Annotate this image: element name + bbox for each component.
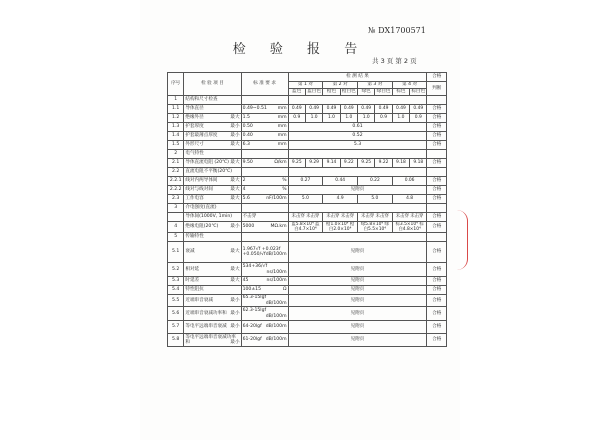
- header-pair-1: 第 1 对: [288, 82, 323, 89]
- inspection-table: [167, 72, 447, 347]
- row-value: 0.49: [392, 105, 409, 114]
- row-unit: dB/100m: [265, 313, 287, 319]
- row-value: 1.0: [358, 114, 375, 123]
- row-value: 0.27: [288, 177, 323, 186]
- row-judge: 合格: [427, 286, 447, 295]
- row-standard: 5000 MΩ.km: [241, 222, 288, 233]
- table-row: [168, 132, 447, 141]
- row-judge: 合格: [427, 222, 447, 233]
- row-item: 线对内两导体间 最大: [184, 177, 241, 186]
- row-value: 蓝5.8×10⁴ 蓝白4.7×10⁴: [288, 222, 323, 233]
- row-unit: %: [282, 178, 287, 184]
- row-value: 0.44: [323, 177, 358, 186]
- row-value: 0.49: [410, 105, 427, 114]
- row-judge: 合格: [427, 132, 447, 141]
- row-seq: 5: [168, 233, 184, 242]
- row-judge: 合格: [427, 242, 447, 263]
- row-judge: [427, 233, 447, 242]
- header-color: 棕白色: [411, 89, 426, 95]
- row-unit: %: [282, 187, 287, 193]
- row-qualifier: 最大: [230, 178, 240, 184]
- row-seq: 2.2.2: [168, 186, 184, 195]
- row-result: 见附页: [288, 321, 427, 334]
- row-seq: 2.3: [168, 195, 184, 204]
- table-row: [168, 213, 447, 222]
- row-seq: 1.3: [168, 123, 184, 132]
- row-judge: [427, 96, 447, 105]
- row-value: 9.25: [288, 159, 305, 168]
- table-row: [168, 195, 447, 204]
- table-row: [168, 105, 447, 114]
- row-result: 见附页: [288, 295, 427, 307]
- table-row: [168, 177, 447, 186]
- row-standard: 100±15 Ω: [241, 286, 288, 295]
- row-judge: 合格: [427, 159, 447, 168]
- seal-stamp: [457, 210, 468, 270]
- row-value: 9.18: [410, 159, 427, 168]
- row-standard: 0.40 mm: [241, 132, 288, 141]
- header-color: 绿色: [358, 89, 375, 96]
- table-row: [168, 233, 447, 242]
- row-item: 绝缘外径 最大: [184, 114, 241, 123]
- row-result: [288, 233, 427, 242]
- row-standard: 64-20lgf dB/100m: [241, 321, 288, 334]
- table-row: [168, 295, 447, 307]
- row-judge: 合格: [427, 105, 447, 114]
- row-value: 未击穿 未击穿: [288, 213, 323, 222]
- table-row: [168, 96, 447, 105]
- row-seq: 5.3: [168, 277, 184, 286]
- row-item: 等电平远端串音衰减 最小: [184, 321, 241, 334]
- row-unit: mm: [277, 133, 287, 139]
- row-item: 衰减 最大: [184, 242, 241, 263]
- row-qualifier: 最小: [230, 224, 240, 230]
- row-standard: 4 %: [241, 186, 288, 195]
- row-standard: [241, 96, 288, 105]
- row-seq: 2.1: [168, 159, 184, 168]
- table-row: [168, 263, 447, 277]
- row-qualifier: 最大: [230, 249, 240, 255]
- document-number: № DX1700571: [368, 26, 426, 35]
- header-color: 橙色: [323, 89, 340, 96]
- row-item: 导体直流电阻 (20℃) 最大: [184, 159, 241, 168]
- row-value: 1.0: [323, 114, 340, 123]
- row-value: 1.0: [340, 114, 357, 123]
- row-value: 橙1.0×10⁴ 橙白2.0×10⁴: [323, 222, 358, 233]
- row-standard: 0.50 mm: [241, 123, 288, 132]
- row-item: 外形尺寸 最大: [184, 141, 241, 150]
- row-result: 0.61: [288, 123, 427, 132]
- row-standard: 62.3-15lgf dB/100m: [242, 308, 287, 319]
- row-result: [288, 96, 427, 105]
- row-seq: 5.7: [168, 321, 184, 334]
- row-result: [288, 204, 427, 213]
- row-item: 护套最薄点厚度 最小: [184, 132, 241, 141]
- row-value: 绿5.8×10⁴ 绿白5.5×10⁴: [358, 222, 393, 233]
- row-value: 9.25: [358, 159, 375, 168]
- row-result: [288, 150, 427, 159]
- row-seq: 5.8: [168, 334, 184, 347]
- row-qualifier: 最大: [230, 115, 240, 121]
- row-value: 4.8: [392, 195, 427, 204]
- header-pair-4: 第 4 对: [392, 82, 427, 89]
- row-unit: mm: [277, 106, 287, 112]
- row-value: 0.49: [340, 105, 357, 114]
- row-seq: 1: [168, 96, 184, 105]
- row-item: 特性阻抗: [184, 286, 241, 295]
- header-color: 棕色: [392, 89, 409, 96]
- row-unit: ns/100m: [266, 278, 287, 284]
- row-unit: mm: [277, 124, 287, 130]
- row-judge: 合格: [427, 334, 447, 347]
- row-seq: 5.1: [168, 242, 184, 263]
- row-value: 0.49: [358, 105, 375, 114]
- row-value: 未击穿 未击穿: [323, 213, 358, 222]
- row-item: 线对与线对间 最大: [184, 186, 241, 195]
- row-result: 见附页: [288, 277, 427, 286]
- row-item: 护套厚度 最小: [184, 123, 241, 132]
- row-judge: [427, 204, 447, 213]
- header-color: 橙白色: [341, 89, 356, 95]
- row-judge: [427, 150, 447, 159]
- row-seq: 5.2: [168, 263, 184, 277]
- row-result: 见附页: [288, 242, 427, 263]
- row-value: 0.06: [392, 177, 427, 186]
- row-qualifier: 最大: [230, 266, 240, 272]
- header-pair-3: 第 3 对: [358, 82, 393, 89]
- row-value: 0.49: [375, 105, 392, 114]
- row-item: 导体直径: [184, 105, 241, 114]
- row-standard: 61-20lgf dB/100m: [241, 334, 288, 347]
- row-value: 1.0: [392, 114, 409, 123]
- row-item: 近端串音衰减功率和 最小: [184, 307, 241, 321]
- row-result: 见附页: [288, 286, 427, 295]
- row-value: 0.22: [358, 177, 393, 186]
- row-judge: 合格: [427, 114, 447, 123]
- row-unit: dB/100m: [265, 300, 287, 306]
- table-row: [168, 159, 447, 168]
- row-standard: [241, 204, 288, 213]
- row-seq: 2.2.1: [168, 177, 184, 186]
- row-standard: 1.5 mm: [241, 114, 288, 123]
- header-pair-2: 第 2 对: [323, 82, 358, 89]
- row-qualifier: 最大: [230, 187, 240, 193]
- header-judge-2: 判断: [427, 82, 447, 96]
- row-unit: dB/100m: [265, 324, 287, 330]
- row-value: 0.9: [288, 114, 305, 123]
- row-seq: 3: [168, 204, 184, 213]
- row-qualifier: 最小: [230, 297, 240, 303]
- row-item: 工作电容 最大: [184, 195, 241, 204]
- row-result: 见附页: [288, 186, 427, 195]
- row-qualifier: 最小: [230, 324, 240, 330]
- row-value: 棕3.5×10⁴ 棕白4.8×10⁴: [392, 222, 427, 233]
- row-qualifier: 最小: [230, 124, 240, 130]
- row-standard: 45 ns/100m: [241, 277, 288, 286]
- row-standard: [241, 233, 288, 242]
- row-qualifier: 最小: [230, 133, 240, 139]
- row-unit: MΩ.km: [270, 224, 287, 230]
- table-row: [168, 321, 447, 334]
- row-seq: 1.2: [168, 114, 184, 123]
- row-judge: 合格: [427, 123, 447, 132]
- row-value: 9.18: [392, 159, 409, 168]
- row-seq: [168, 213, 184, 222]
- row-item: 介电强度(直流): [184, 204, 241, 213]
- row-unit: mm: [277, 115, 287, 121]
- row-judge: 合格: [427, 263, 447, 277]
- row-judge: 合格: [427, 195, 447, 204]
- row-value: 9.22: [375, 159, 392, 168]
- table-row: [168, 150, 447, 159]
- row-seq: 2: [168, 150, 184, 159]
- row-item: 时延差 最大: [184, 277, 241, 286]
- row-judge: 合格: [427, 295, 447, 307]
- row-standard: 534+36/√f ns/100m: [242, 264, 287, 275]
- header-color: 蓝白色: [307, 89, 321, 95]
- row-judge: 合格: [427, 213, 447, 222]
- row-value: 1.0: [305, 114, 322, 123]
- row-value: 未击穿 未击穿: [358, 213, 393, 222]
- row-value: 未击穿 未击穿: [392, 213, 427, 222]
- row-unit: dB/100m: [265, 252, 287, 258]
- table-row: [168, 123, 447, 132]
- row-judge: 合格: [427, 307, 447, 321]
- row-unit: mm: [277, 142, 287, 148]
- row-result: 见附页: [288, 307, 427, 321]
- table-row: [168, 204, 447, 213]
- row-standard: 5.6 nF/100m: [241, 195, 288, 204]
- row-value: 4.9: [323, 195, 358, 204]
- table-row: [168, 168, 447, 177]
- row-unit: Ω/km: [274, 160, 287, 166]
- row-seq: 4: [168, 222, 184, 233]
- row-item: 等电平远端串音衰减功率和 最小: [185, 334, 240, 346]
- table-row: [168, 222, 447, 233]
- report-title: 检 验 报 告: [232, 42, 368, 57]
- row-value: 0.49: [305, 105, 322, 114]
- row-value: 9.29: [305, 159, 322, 168]
- row-seq: 5.6: [168, 307, 184, 321]
- row-qualifier: 最大: [230, 142, 240, 148]
- table-row: [168, 286, 447, 295]
- row-standard: [241, 168, 288, 177]
- row-unit: dB/100m: [265, 337, 287, 343]
- row-item: 结构和尺寸检查: [184, 96, 241, 105]
- table-row: [168, 334, 447, 347]
- row-standard: 65.3-15lgf dB/100m: [242, 295, 287, 306]
- row-result: 5.3: [288, 141, 427, 150]
- table-row: [168, 307, 447, 321]
- header-color: 绿白色: [376, 89, 391, 95]
- row-judge: 合格: [427, 277, 447, 286]
- row-value: 0.49: [288, 105, 305, 114]
- row-qualifier: 最大: [230, 196, 240, 202]
- header-standard: 标 准 要 求: [241, 73, 288, 96]
- row-seq: 5.5: [168, 295, 184, 307]
- row-item: 相对延 最大: [184, 263, 241, 277]
- header-judge-1: 合格: [427, 73, 447, 82]
- table-row: [168, 186, 447, 195]
- row-item: 近端串音衰减 最小: [184, 295, 241, 307]
- table-body: [168, 96, 447, 347]
- row-standard: 0.49~0.51 mm: [241, 105, 288, 114]
- row-standard: 6.3 mm: [241, 141, 288, 150]
- row-seq: 1.5: [168, 141, 184, 150]
- row-judge: [427, 168, 447, 177]
- table-row: [168, 141, 447, 150]
- row-seq: 1.1: [168, 105, 184, 114]
- row-value: 0.49: [323, 105, 340, 114]
- row-seq: 1.4: [168, 132, 184, 141]
- row-result: 见附页: [288, 263, 427, 277]
- row-qualifier: 最小: [230, 310, 240, 316]
- row-item: 直流电阻不平衡(20℃): [184, 168, 241, 177]
- row-unit: nF/100m: [266, 196, 287, 202]
- row-judge: 合格: [427, 321, 447, 334]
- row-qualifier: 最小: [230, 340, 240, 346]
- table-row: [168, 242, 447, 263]
- row-result: 见附页: [288, 334, 427, 347]
- header-color: 蓝色: [288, 89, 305, 96]
- row-value: 9.14: [323, 159, 340, 168]
- row-item: 传输特性: [184, 233, 241, 242]
- row-unit: ns/100m: [266, 269, 287, 275]
- row-qualifier: 最大: [230, 160, 240, 166]
- row-result: [288, 168, 427, 177]
- header-item: 检 验 项 目: [184, 73, 241, 96]
- row-unit: Ω: [283, 287, 287, 293]
- row-standard: 不击穿: [241, 213, 288, 222]
- page-info: 共 3 页 第 2 页: [372, 57, 417, 65]
- row-qualifier: 最大: [230, 278, 240, 284]
- row-result: 0.52: [288, 132, 427, 141]
- row-seq: 2.2: [168, 168, 184, 177]
- header-seq: 序号: [168, 73, 184, 96]
- row-seq: 5.4: [168, 286, 184, 295]
- row-judge: 合格: [427, 141, 447, 150]
- row-judge: 合格: [427, 186, 447, 195]
- row-standard: 1.967√f +0.023f +0.050/√f dB/100m: [241, 242, 288, 263]
- row-value: 9.22: [340, 159, 357, 168]
- table-row: [168, 114, 447, 123]
- row-value: 0.9: [410, 114, 427, 123]
- row-value: 5.0: [358, 195, 393, 204]
- row-judge: 合格: [427, 177, 447, 186]
- header-result: 检 测 结 果: [288, 73, 427, 82]
- row-value: 5.0: [288, 195, 323, 204]
- row-item: 导体间(1000V, 1min): [184, 213, 241, 222]
- row-standard: 2 %: [241, 177, 288, 186]
- row-standard: 9.50 Ω/km: [241, 159, 288, 168]
- row-value: 0.9: [375, 114, 392, 123]
- row-item: 电气特性: [184, 150, 241, 159]
- row-standard: [241, 150, 288, 159]
- row-item: 绝缘电阻(20℃) 最小: [184, 222, 241, 233]
- table-row: [168, 277, 447, 286]
